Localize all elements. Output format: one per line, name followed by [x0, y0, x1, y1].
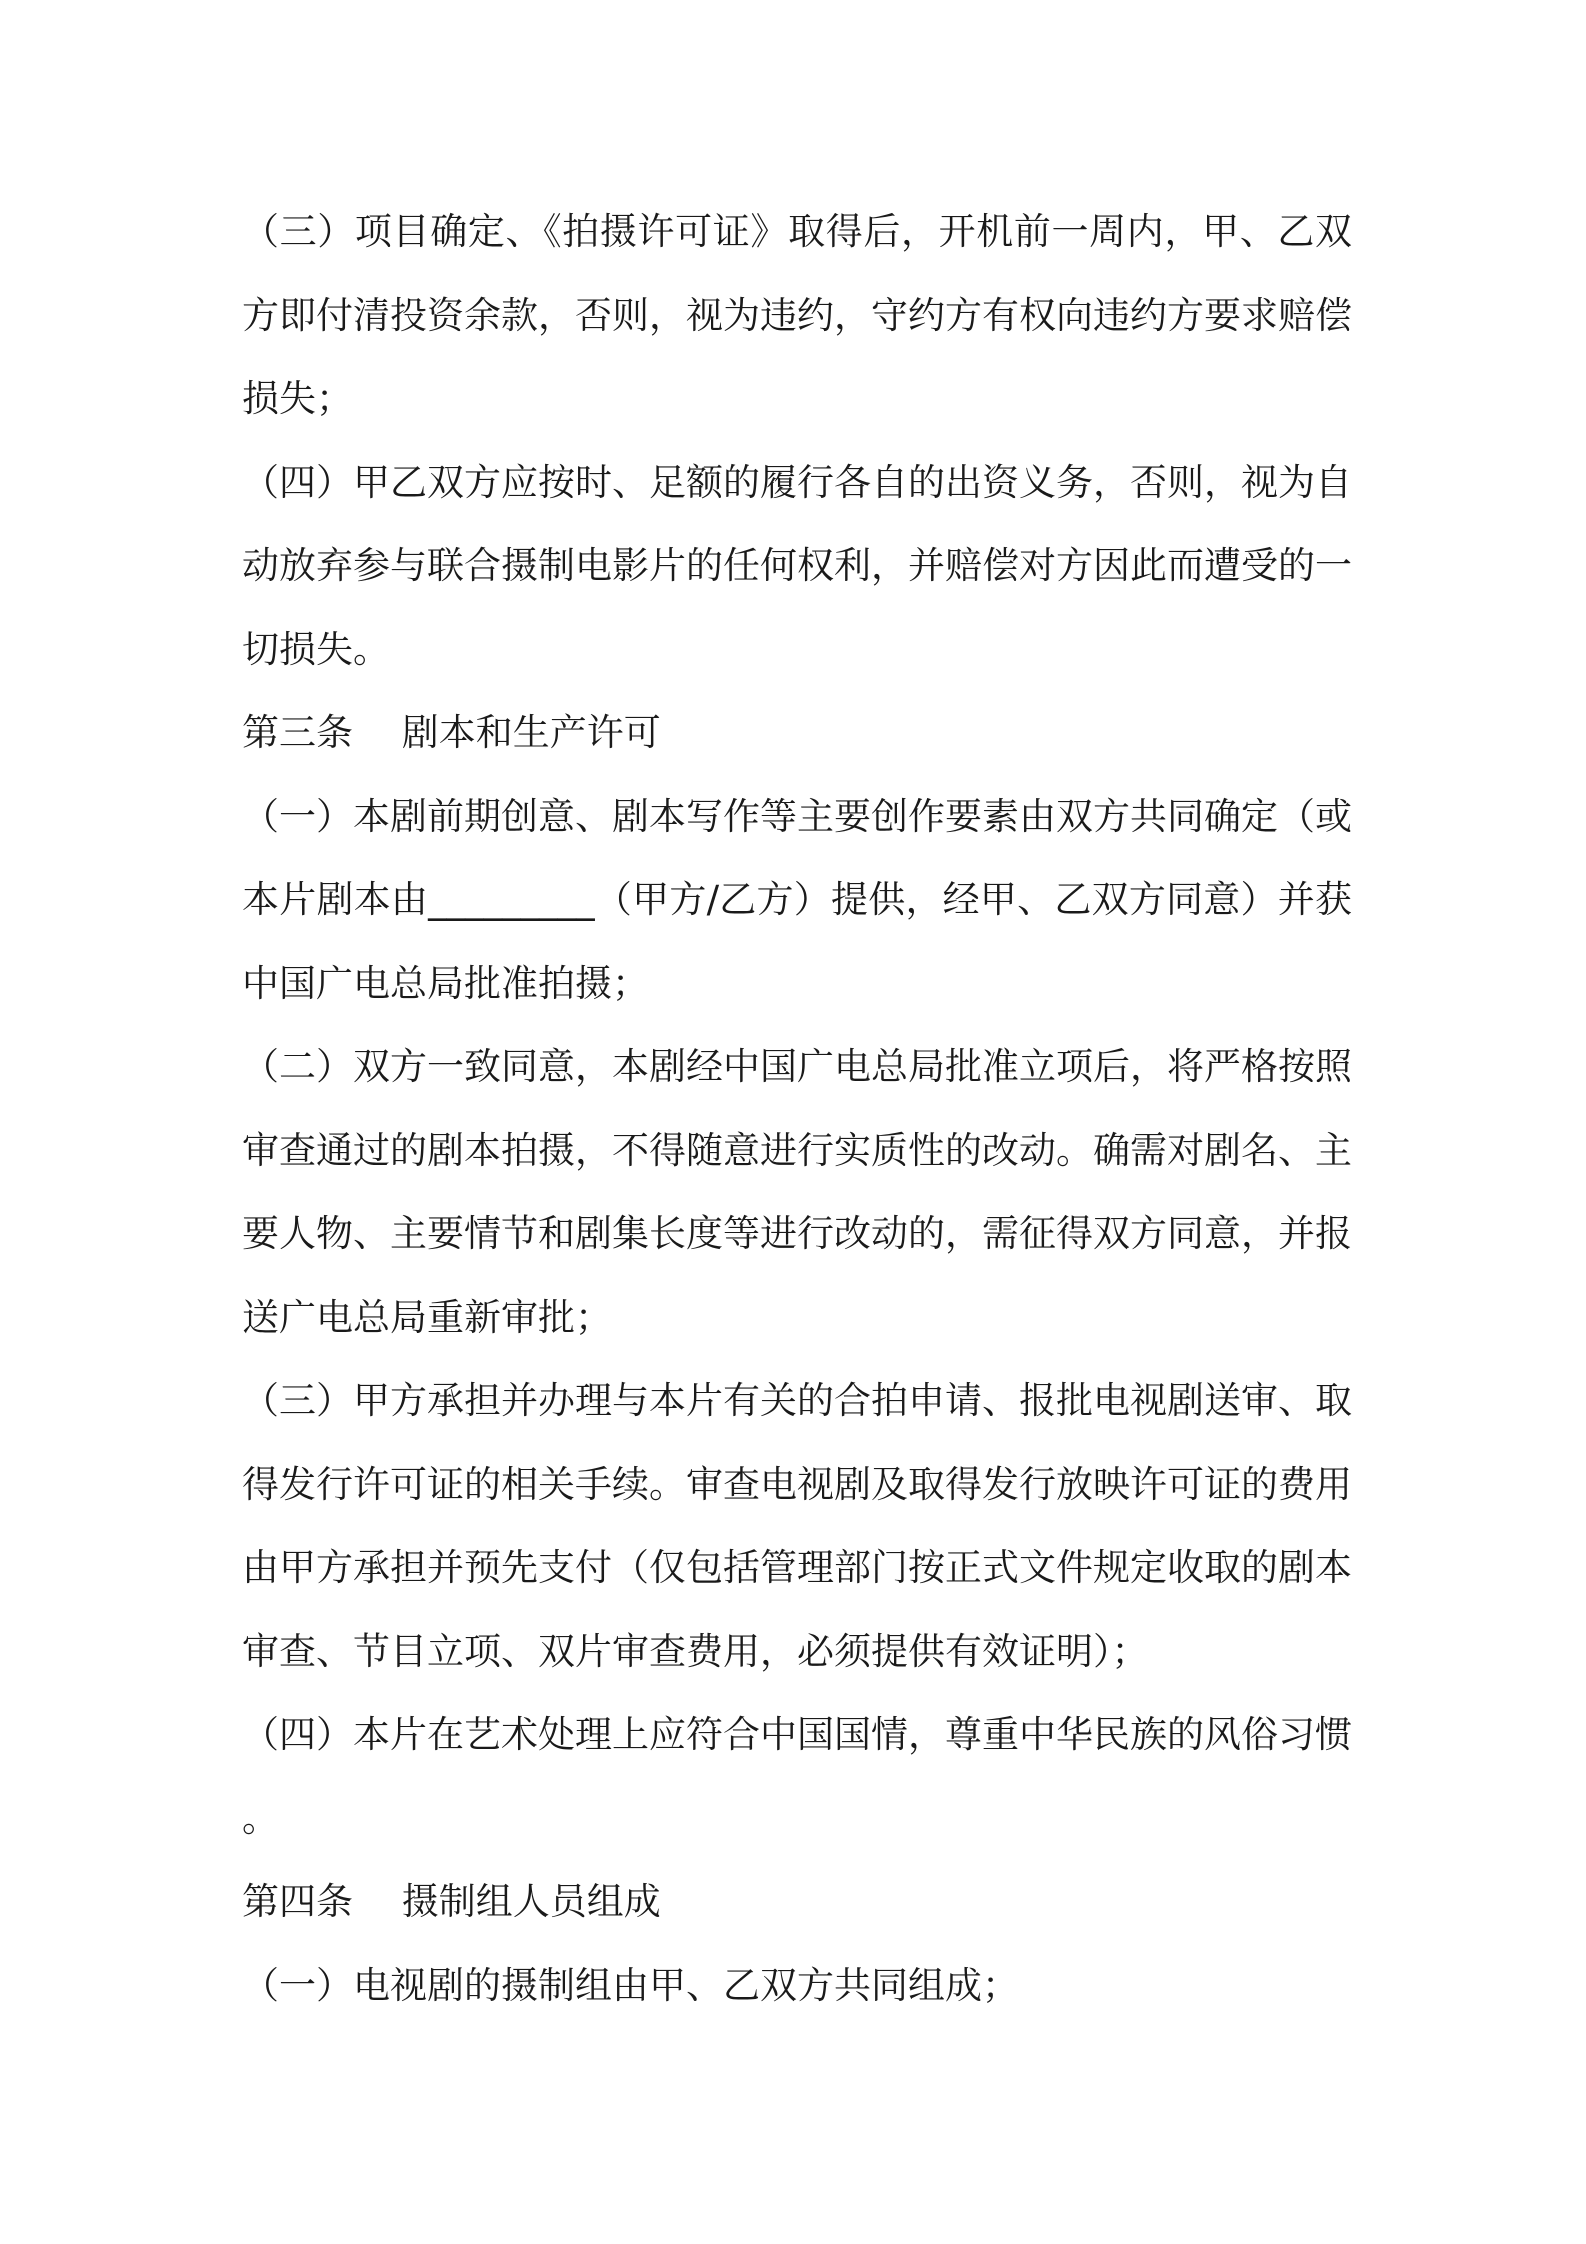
clause-2-item-4: （四）甲乙双方应按时、足额的履行各自的出资义务，否则，视为自动放弃参与联合摄制电影片的任何权利，并赔偿对方因此而遭受的一切损失。: [242, 460, 1352, 671]
article-4-heading: 第四条 摄制组人员组成: [242, 1880, 661, 1923]
clause-2-item-3: （三）项目确定、《拍摄许可证》取得后，开机前一周内，甲、乙双方即付清投资余款，否则，视为违约，守约方有权向违约方要求赔偿损失；: [242, 210, 1352, 420]
clause-3-item-1: （一）本剧前期创意、剧本写作等主要创作要素由双方共同确定（或本片剧本由_________（甲方/乙方）提供，经甲、乙双方同意）并获中国广电总局批准拍摄；: [242, 794, 1352, 1005]
clause-3-item-4: （四）本片在艺术处理上应符合中国国情，尊重中华民族的风俗习惯。: [242, 1713, 1352, 1840]
article-3-heading: 第三条 剧本和生产许可: [242, 711, 661, 754]
clause-4-item-1: （一）电视剧的摄制组由甲、乙双方共同组成；: [242, 1963, 1019, 2007]
document-body: [242, 190, 1352, 2027]
clause-3-item-2: （二）双方一致同意，本剧经中国广电总局批准立项后，将严格按照审查通过的剧本拍摄，不得随意进行实质性的改动。确需对剧名、主要人物、主要情节和剧集长度等进行改动的，需征得双方同意，并报送广电总局重新审批；: [242, 1045, 1352, 1339]
clause-3-item-3: （三）甲方承担并办理与本片有关的合拍申请、报批电视剧送审、取得发行许可证的相关手续。审查电视剧及取得发行放映许可证的费用由甲方承担并预先支付（仅包括管理部门按正式文件规定收取的剧本审查、节目立项、双片审查费用，必须提供有效证明）；: [242, 1379, 1352, 1673]
